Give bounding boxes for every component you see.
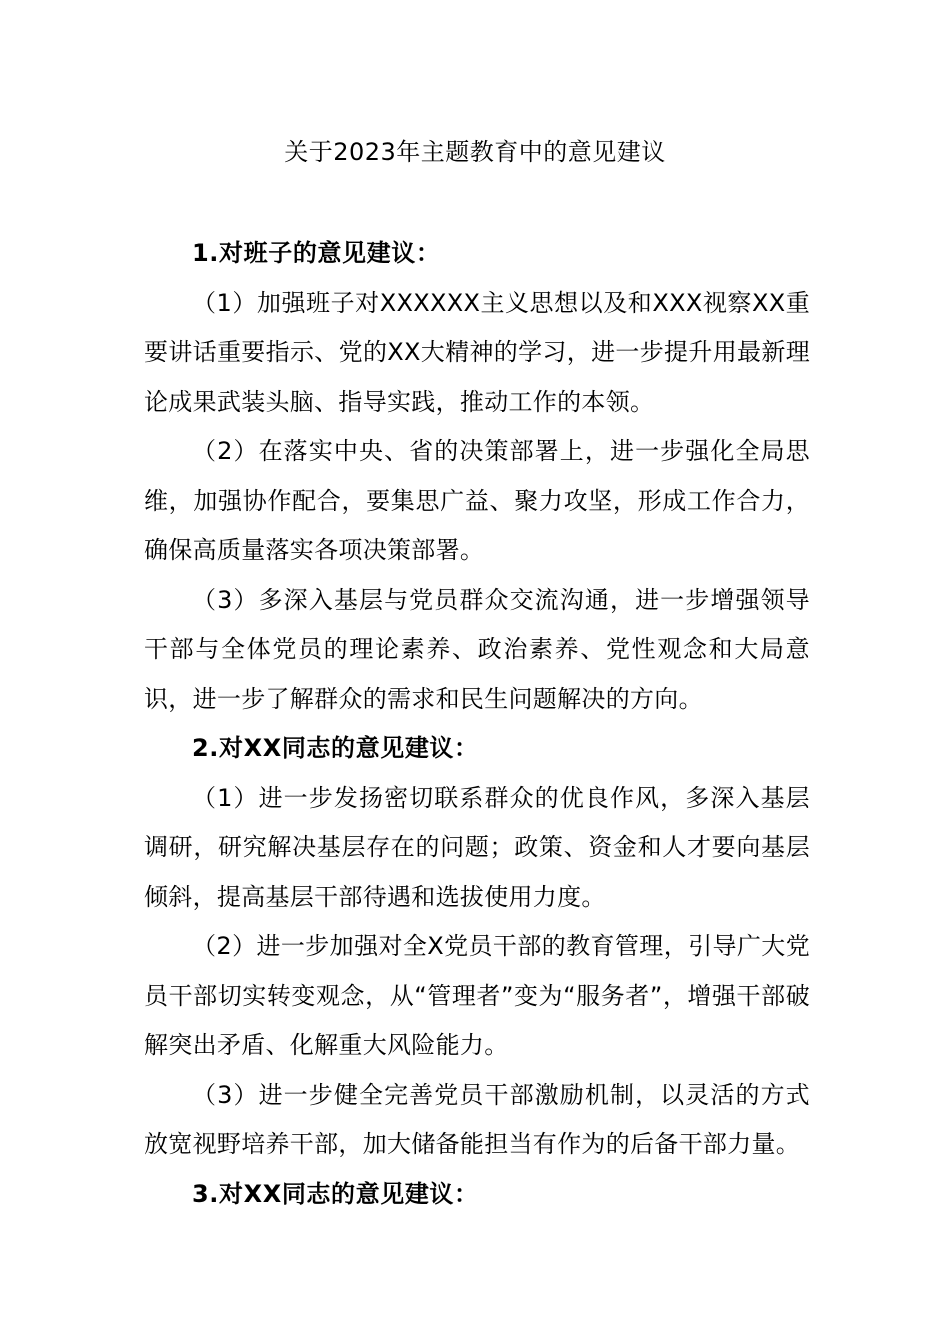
document-body	[144, 229, 810, 1219]
paragraph-1-3: （3）多深入基层与党员群众交流沟通，进一步增强领导干部与全体党员的理论素养、政治素养、党性观念和大局意识，进一步了解群众的需求和民生问题解决的方向。	[144, 585, 810, 713]
paragraph-2-1: （1）进一步发扬密切联系群众的优良作风，多深入基层调研，研究解决基层存在的问题；政策、资金和人才要向基层倾斜，提高基层干部待遇和选拔使用力度。	[144, 783, 810, 911]
section-heading-2: 2.对XX同志的意见建议：	[192, 734, 479, 762]
paragraph-1-2: （2）在落实中央、省的决策部署上，进一步强化全局思维，加强协作配合，要集思广益、聚力攻坚，形成工作合力，确保高质量落实各项决策部署。	[144, 437, 810, 564]
paragraph-1-1: （1）加强班子对XXXXXX主义思想以及和XXX视察XX重要讲话重要指示、党的XX大精神的学习，进一步提升用最新理论成果武装头脑、指导实践，推动工作的本领。	[144, 288, 810, 416]
document-title: 关于2023年主题教育中的意见建议	[284, 138, 666, 166]
section-heading-1: 1.对班子的意见建议：	[192, 239, 441, 267]
paragraph-2-3: （3）进一步健全完善党员干部激励机制，以灵活的方式放宽视野培养干部，加大储备能担当有作为的后备干部力量。	[144, 1080, 810, 1158]
paragraph-2-2: （2）进一步加强对全X党员干部的教育管理，引导广大党员干部切实转变观念，从“管理者”变为“服务者”，增强干部破解突出矛盾、化解重大风险能力。	[144, 932, 810, 1059]
section-heading-3: 3.对XX同志的意见建议：	[192, 1179, 479, 1208]
